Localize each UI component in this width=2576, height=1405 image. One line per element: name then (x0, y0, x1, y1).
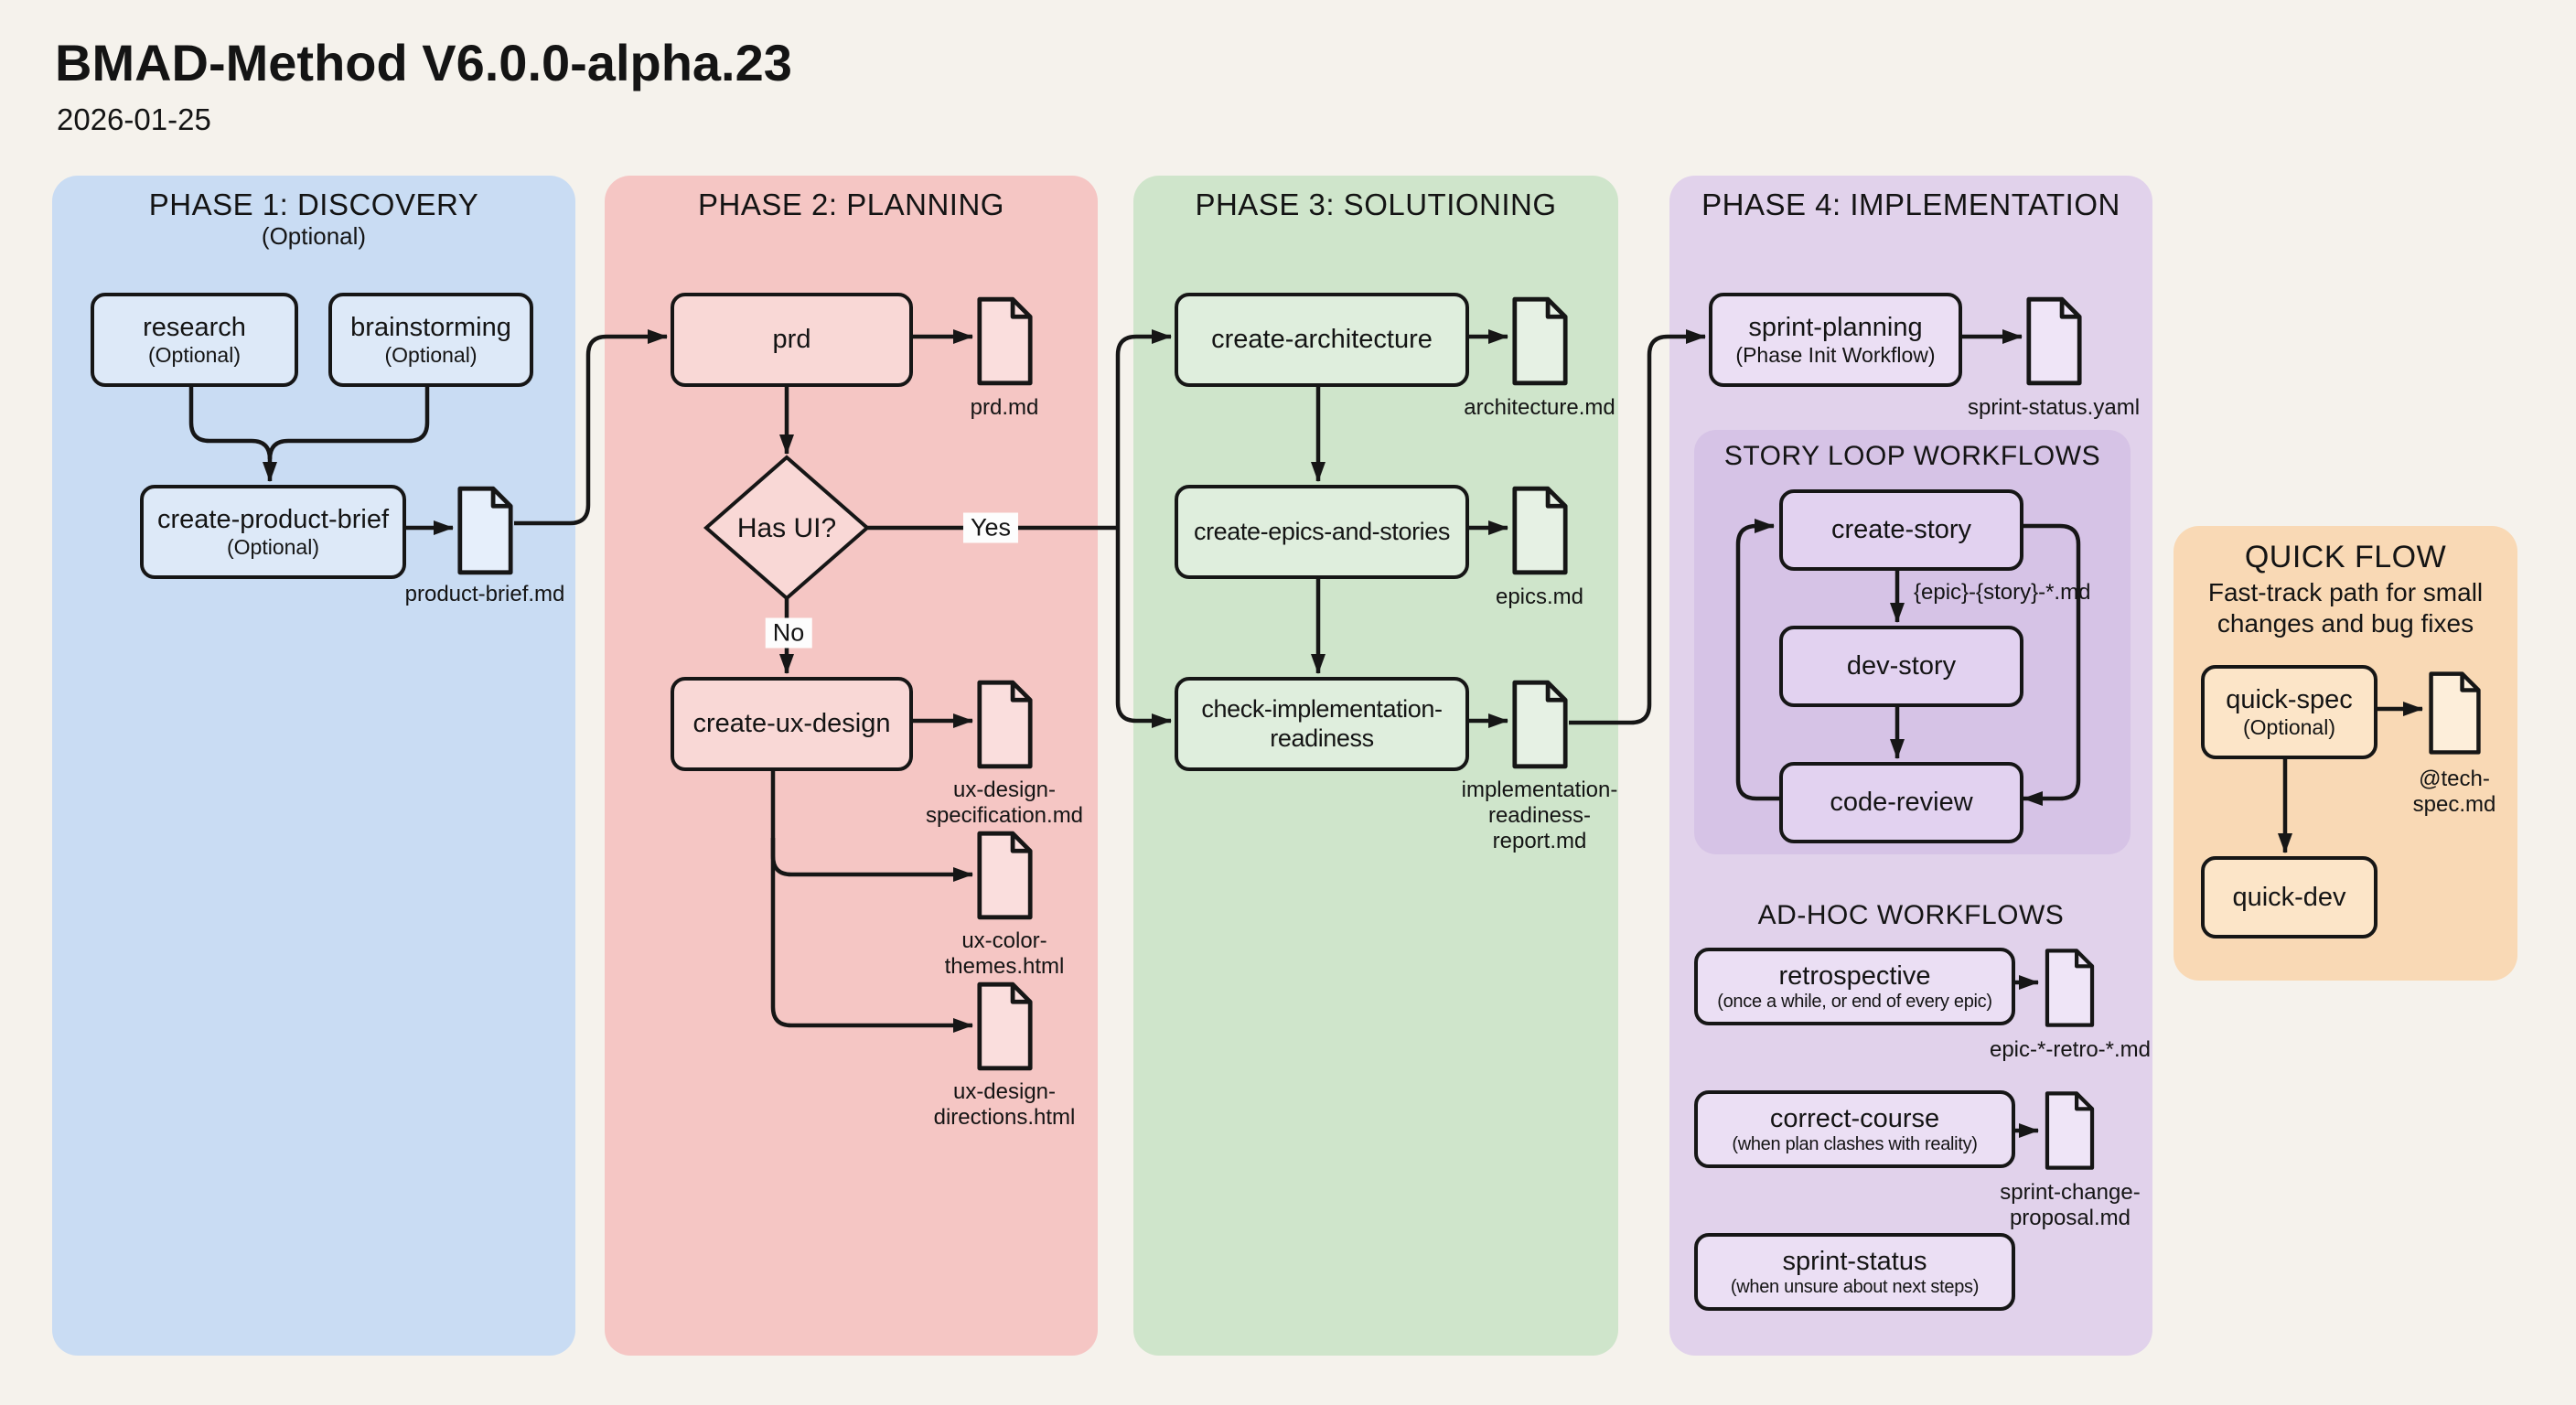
node-prd: prd (671, 293, 913, 387)
edge-yes-to-checkimpl (1118, 528, 1171, 721)
doc-prd-icon (976, 295, 1034, 387)
doc-tech-spec-icon (2426, 670, 2484, 756)
node-research: research (Optional) (91, 293, 298, 387)
no-label: No (766, 618, 812, 649)
doc-ux-color-icon (976, 830, 1034, 921)
doc-ux-directions-icon (976, 981, 1034, 1072)
edge-codereview-to-createstory-loop (1738, 526, 1779, 799)
edge-yes-to-architecture (1118, 337, 1171, 528)
node-code-review: code-review (1779, 762, 2023, 843)
phase2-title: PHASE 2: PLANNING (698, 188, 1004, 221)
node-create-architecture: create-architecture (1175, 293, 1469, 387)
node-create-ux-design: create-ux-design (671, 677, 913, 771)
node-create-story: create-story (1779, 489, 2023, 571)
node-brainstorming: brainstorming (Optional) (328, 293, 533, 387)
doc-epics-icon (1511, 485, 1569, 576)
node-sprint-planning: sprint-planning (Phase Init Workflow) (1709, 293, 1962, 387)
edge-brainstorming-to-brief (270, 380, 427, 459)
node-quick-spec: quick-spec (Optional) (2201, 665, 2377, 759)
doc-product-brief-label: product-brief.md (404, 582, 565, 606)
story-loop-title: STORY LOOP WORKFLOWS (1723, 441, 2101, 471)
phase4-title: PHASE 4: IMPLEMENTATION (1701, 188, 2120, 221)
doc-architecture-icon (1511, 295, 1569, 387)
phase1-title: PHASE 1: DISCOVERY (148, 188, 479, 221)
doc-prd-label: prd.md (970, 395, 1039, 420)
node-quick-dev: quick-dev (2201, 856, 2377, 938)
doc-ux-directions-label: ux-design- directions.html (933, 1079, 1076, 1130)
story-file-edge-label: {epic}-{story}-*.md (1914, 580, 2091, 605)
page-title: BMAD-Method V6.0.0-alpha.23 (55, 34, 792, 91)
node-sprint-status: sprint-status (when unsure about next steps) (1694, 1233, 2015, 1311)
edge-uxdesign-to-colors (773, 838, 972, 874)
doc-epics-label: epics.md (1495, 585, 1584, 609)
doc-ux-color-label: ux-color- themes.html (944, 928, 1065, 979)
node-create-product-brief: create-product-brief (Optional) (140, 485, 406, 579)
adhoc-title: AD-HOC WORKFLOWS (1757, 900, 2065, 930)
doc-ux-spec-icon (976, 679, 1034, 770)
quick-flow-subtitle-2: changes and bug fixes (2216, 609, 2474, 638)
node-check-implementation-readiness: check-implementation- readiness (1175, 677, 1469, 771)
node-create-epics-and-stories: create-epics-and-stories (1175, 485, 1469, 579)
has-ui-label: Has UI? (736, 513, 837, 543)
doc-epic-retro-label: epic-*-retro-*.md (1989, 1037, 2152, 1062)
edge-briefdoc-to-prd (514, 337, 667, 523)
node-dev-story: dev-story (1779, 626, 2023, 707)
doc-product-brief-icon (456, 485, 514, 576)
quick-flow-title: QUICK FLOW (2244, 540, 2447, 574)
doc-sprint-change-icon (2042, 1090, 2098, 1171)
doc-ux-spec-label: ux-design- specification.md (925, 778, 1084, 828)
doc-impl-readiness-label: implementation- readiness- report.md (1461, 778, 1618, 853)
yes-label: Yes (963, 513, 1018, 543)
doc-tech-spec-label: @tech- spec.md (2412, 767, 2496, 817)
node-retrospective: retrospective (once a while, or end of every epic) (1694, 948, 2015, 1025)
doc-epic-retro-icon (2042, 948, 2098, 1028)
page-date: 2026-01-25 (57, 102, 211, 136)
edge-research-to-brief (191, 380, 270, 481)
doc-sprint-status-icon (2025, 295, 2083, 387)
edge-createstory-to-codereview-loop (2016, 526, 2078, 799)
phase3-title: PHASE 3: SOLUTIONING (1195, 188, 1557, 221)
node-correct-course: correct-course (when plan clashes with reality) (1694, 1090, 2015, 1168)
quick-flow-subtitle-1: Fast-track path for small (2207, 578, 2484, 606)
doc-architecture-label: architecture.md (1464, 395, 1615, 420)
doc-sprint-status-label: sprint-status.yaml (1967, 395, 2141, 420)
doc-impl-readiness-icon (1511, 679, 1569, 770)
doc-sprint-change-label: sprint-change- proposal.md (2000, 1180, 2141, 1230)
phase1-subtitle: (Optional) (261, 222, 367, 250)
